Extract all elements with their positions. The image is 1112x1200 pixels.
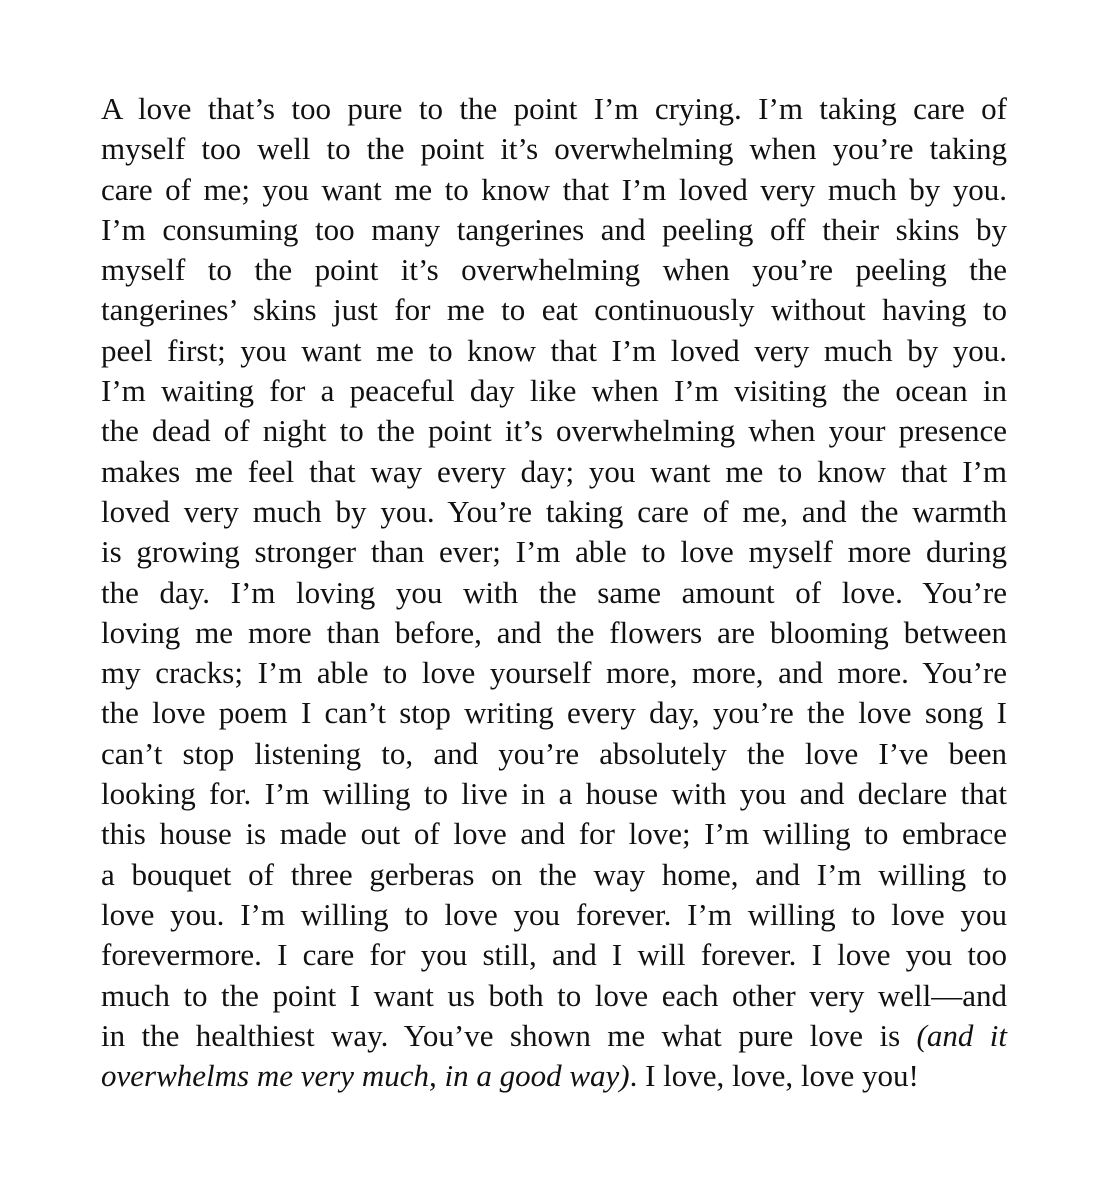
poem-line: I’m waiting for a peaceful day like when I’m visiting the ocean in: [101, 373, 1007, 409]
poem-line: looking for. I’m willing to live in a house with you and declare that: [101, 776, 1007, 812]
poem-line: makes me feel that way every day; you want me to know that I’m: [101, 453, 1007, 489]
poem-line: my cracks; I’m able to love yourself more, more, and more. You’re: [101, 655, 1007, 691]
poem-line: care of me; you want me to know that I’m loved very much by you.: [101, 171, 1007, 207]
poem-line: love you. I’m willing to love you forever. I’m willing to love you: [101, 896, 1007, 932]
poem-line: forevermore. I care for you still, and I will forever. I love you too: [101, 937, 1007, 973]
poem-line: can’t stop listening to, and you’re absolutely the love I’ve been: [101, 735, 1007, 771]
poem-closing-text: . I love, love, love you!: [629, 1058, 919, 1094]
poem-line: loving me more than before, and the flowers are blooming between: [101, 614, 1007, 650]
poem-line: [101, 1016, 1007, 1056]
poem-line: A love that’s too pure to the point I’m crying. I’m taking care of: [101, 91, 1007, 126]
poem-line: much to the point I want us both to love each other very well—and: [101, 977, 1007, 1013]
poem-final-line: [101, 1056, 1007, 1096]
poem-line: the dead of night to the point it’s overwhelming when your presence: [101, 413, 1007, 449]
poem-line: the day. I’m loving you with the same amount of love. You’re: [101, 574, 1007, 610]
poem-line: myself too well to the point it’s overwhelming when you’re taking: [101, 131, 1007, 167]
poem-line: the love poem I can’t stop writing every day, you’re the love song I: [101, 695, 1007, 731]
poem-line: peel first; you want me to know that I’m loved very much by you.: [101, 332, 1007, 368]
poem-line-text: in the healthiest way. You’ve shown me what pure love is: [101, 1017, 917, 1053]
poem-line: this house is made out of love and for love; I’m willing to embrace: [101, 816, 1007, 852]
poem-italic-aside: overwhelms me very much, in a good way): [101, 1058, 630, 1094]
poem-line: I’m consuming too many tangerines and peeling off their skins by: [101, 211, 1007, 247]
poem-line: loved very much by you. You’re taking care of me, and the warmth: [101, 493, 1007, 529]
poem-line: myself to the point it’s overwhelming when you’re peeling the: [101, 252, 1007, 288]
poem-text: [101, 89, 1007, 1096]
poem-line: a bouquet of three gerberas on the way home, and I’m willing to: [101, 856, 1007, 892]
poem-line: tangerines’ skins just for me to eat continuously without having to: [101, 292, 1007, 328]
poem-line: is growing stronger than ever; I’m able to love myself more during: [101, 534, 1007, 570]
poem-italic-aside: (and it: [916, 1017, 1007, 1053]
